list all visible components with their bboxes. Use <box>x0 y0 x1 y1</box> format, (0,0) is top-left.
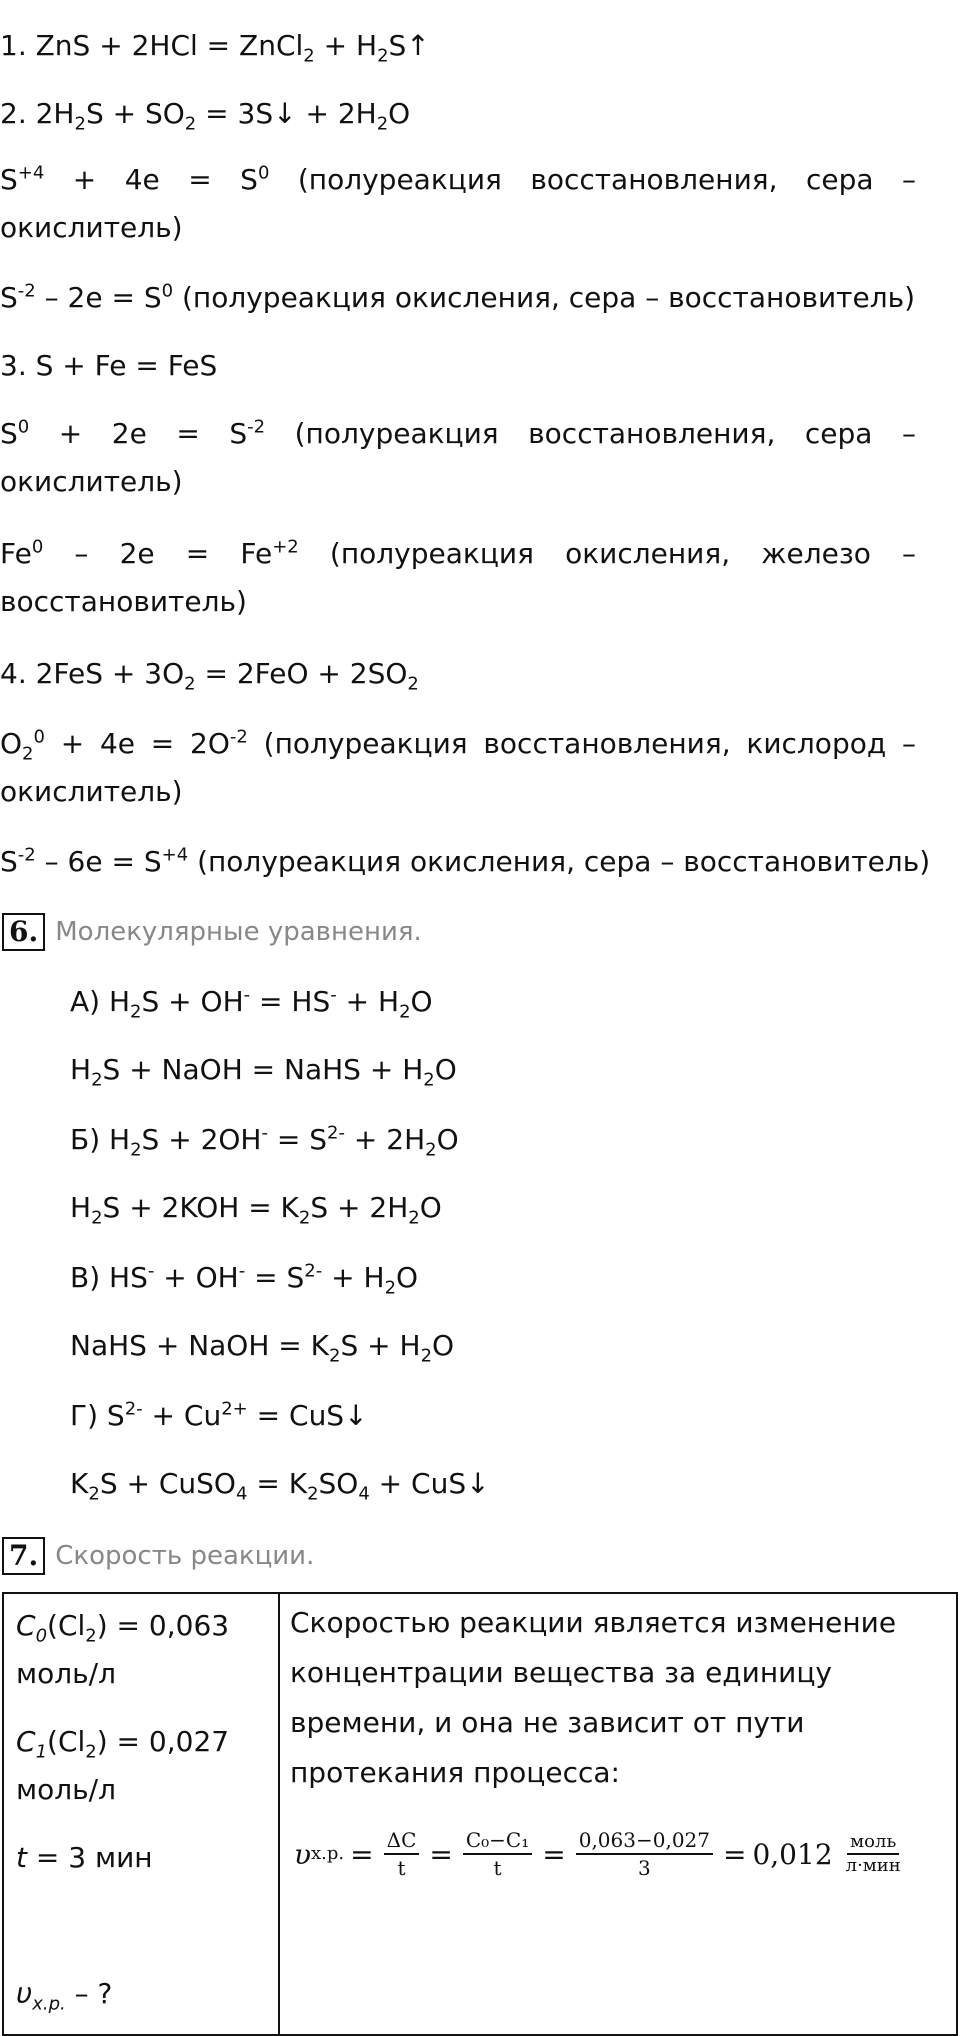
section-6-header <box>2 912 422 952</box>
section-6-title: Молекулярные уравнения. <box>55 917 422 947</box>
half-reaction-2-reduction: $S^{+4} + 4e = S^0$ (полуреакция восстановления, сера – <box>0 162 917 196</box>
rate-unit: $\frac{\text{моль}}{\text{л·мин}}$ <box>845 1831 901 1876</box>
given-c0-unit: моль/л <box>16 1657 116 1690</box>
given-c1-unit: моль/л <box>16 1773 116 1806</box>
half-reaction-3-oxidation: $Fe^0 - 2e = Fe^{+2}$ (полуреакция окисления, железо – <box>0 536 917 570</box>
half-reaction-4-oxidation: $S^{-2} - 6e = S^{+4}$ (полуреакция окисления, сера – восстановитель) <box>0 844 931 878</box>
rate-formula: υ х.р. = $\frac{\Delta C}{t}$ = $\frac{\text{C₀−C₁}}{t}$ = $\frac{0,063-0,027}{3}$ = 0,012 $\frac{\text{моль}}{\text{л·мин}}$ <box>294 1814 908 1894</box>
equation-a-molecular: $H_2S$ + NaOH = NaHS + $H_2O$ <box>70 1053 457 1091</box>
equation-g-ionic: Г) $S^{2-} + Cu^{2+}$ = CuS↓ <box>70 1398 368 1432</box>
given-c1: $C_1(Cl_2) = 0,027$ <box>16 1725 230 1763</box>
section-7-title: Скорость реакции. <box>55 1541 315 1571</box>
fraction-delta: $\frac{\Delta C}{t}$ <box>384 1827 420 1881</box>
half-reaction-3-oxidation-cont: восстановитель) <box>0 585 247 618</box>
rate-result: 0,012 <box>752 1837 833 1871</box>
equation-b-molecular: $H_2S + 2KOH = K_2S + 2H_2O$ <box>70 1191 442 1229</box>
given-cell <box>3 1593 279 2035</box>
fraction-numeric: $\frac{0,063-0,027}{3}$ <box>576 1827 713 1881</box>
equation-a-ionic: А) $H_2S + OH^- = HS^- + H_2O$ <box>70 984 433 1023</box>
section-6-number: 6. <box>2 913 45 951</box>
fraction-symbolic: $\frac{\text{C₀−C₁}}{t}$ <box>463 1827 532 1881</box>
half-reaction-2-reduction-cont: окислитель) <box>0 211 183 244</box>
equation-v-ionic: В) $HS^- + OH^- = S^{2-} + H_2O$ <box>70 1260 419 1299</box>
section-7-header <box>2 1536 314 1576</box>
equation-g-molecular: $K_2S$ + CuSO$_4$ = $K_2SO_4$ + CuS↓ <box>70 1467 490 1505</box>
equation-v-molecular: NaHS + NaOH = $K_2S + H_2O$ <box>70 1329 455 1367</box>
reaction-4: 4. $2FeS + 3O_2 = 2FeO + 2SO_2$ <box>0 657 419 695</box>
half-reaction-2-oxidation: $S^{-2} - 2e = S^0$ (полуреакция окисления, сера – восстановитель) <box>0 280 916 314</box>
solution-cell <box>279 1593 957 2035</box>
reaction-2: 2. $2H_2S + SO_2$ = 3S↓ + $2H_2O$ <box>0 97 411 135</box>
section-7-number: 7. <box>2 1537 45 1575</box>
reaction-1: 1. ZnS + 2HCl = ZnCl$_2$ + $H_2S↑$ <box>0 29 430 67</box>
half-reaction-4-reduction: $O_2^0 + 4e = 2O^{-2}$ (полуреакция восстановления, кислород – <box>0 726 916 765</box>
half-reaction-4-reduction-cont: окислитель) <box>0 775 183 808</box>
given-time: t = 3 мин <box>16 1841 153 1874</box>
reaction-3: 3. S + Fe = FeS <box>0 349 218 382</box>
equation-b-ionic: Б) $H_2S + 2OH^- = S^{2-} + 2H_2O$ <box>70 1122 459 1161</box>
find-rate: $\upsilon_{х.р.}$ – ? <box>16 1977 113 2015</box>
given-c0: $C_0(Cl_2) = 0,063$ <box>16 1609 230 1647</box>
explanation-text: Скоростью реакции является изменение концентрации вещества за единицу времени, и она не зависит от пути протекания процесса: <box>290 1606 897 1789</box>
half-reaction-3-reduction: $S^0 + 2e = S^{-2}$ (полуреакция восстановления, сера – <box>0 416 917 450</box>
half-reaction-3-reduction-cont: окислитель) <box>0 465 183 498</box>
solution-table <box>2 1592 958 2036</box>
